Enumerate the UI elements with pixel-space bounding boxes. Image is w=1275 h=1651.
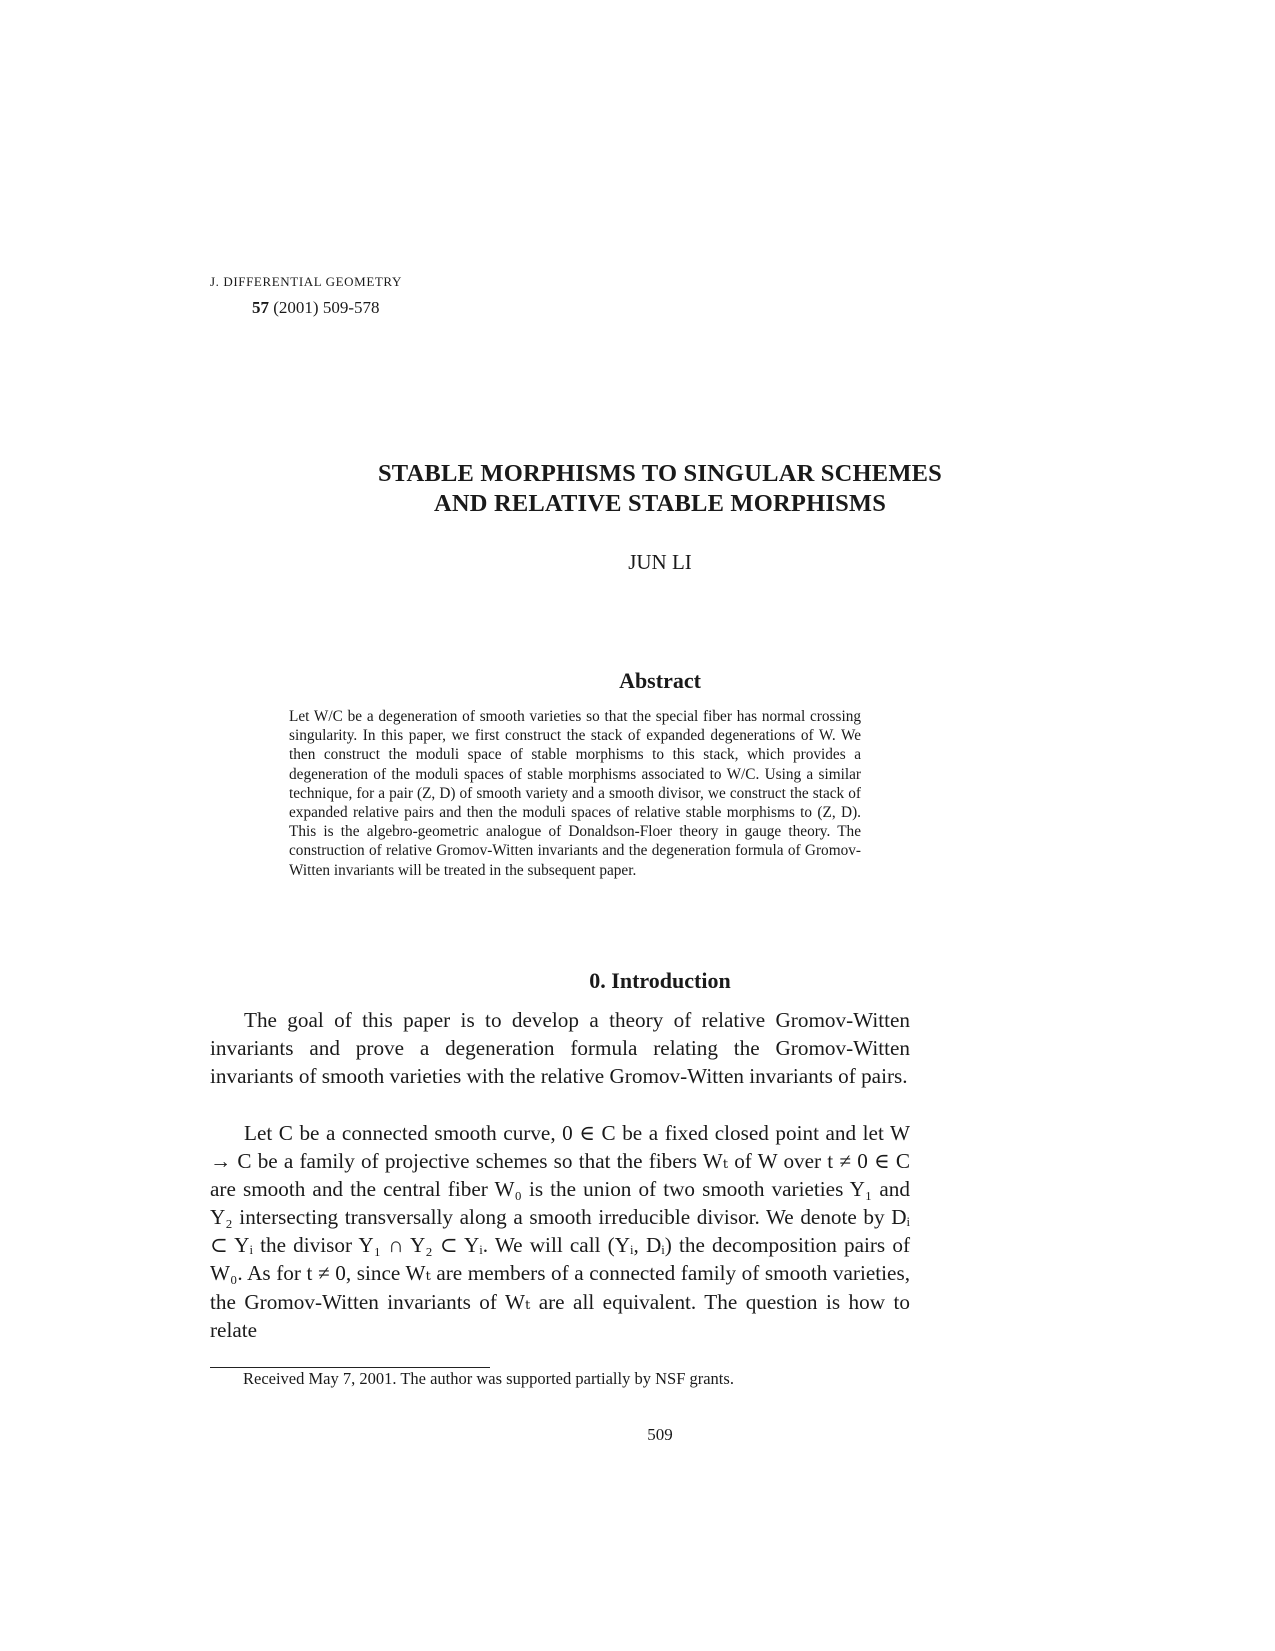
page-number: 509: [647, 1425, 673, 1444]
journal-volume-info: [252, 298, 379, 318]
intro-paragraph-2: Let C be a connected smooth curve, 0 ∈ C be a fixed closed point and let W → C be a family of projective schemes so that the fibers Wₜ of W over t ≠ 0 ∈ C are smooth and the central fiber W₀ is the union of two smooth varieties Y₁ and Y₂ intersecting transversally along a smooth irreducible divisor. We denote by Dᵢ ⊂ Yᵢ the divisor Y₁ ∩ Y₂ ⊂ Yᵢ. We will call (Yᵢ, Dᵢ) the decomposition pairs of W₀. As for t ≠ 0, since Wₜ are members of a connected family of smooth varieties, the Gromov-Witten invariants of Wₜ are all equivalent. The question is how to relate: [210, 1121, 910, 1342]
title-line-2: AND RELATIVE STABLE MORPHISMS: [433, 490, 887, 517]
author-name: JUN LI: [628, 550, 692, 574]
volume-number: 57: [252, 298, 269, 317]
paper-title: [200, 459, 1120, 519]
abstract-text: Let W/C be a degeneration of smooth varieties so that the special fiber has normal crossing singularity. In this paper, we first construct the stack of expanded degenerations of W. We then construct the moduli space of stable morphisms to this stack, which provides a degeneration of the moduli spaces of stable morphisms associated to W/C. Using a similar technique, for a pair (Z, D) of smooth variety and a smooth divisor, we construct the stack of expanded relative pairs and then the moduli spaces of relative stable morphisms to (Z, D). This is the algebro-geometric analogue of Donaldson-Floer theory in gauge theory. The construction of relative Gromov-Witten invariants and the degeneration formula of Gromov-Witten invariants will be treated in the subsequent paper.: [289, 708, 861, 879]
section-heading-introduction: 0. Introduction: [589, 968, 731, 993]
journal-name: J. DIFFERENTIAL GEOMETRY: [210, 274, 402, 289]
abstract-heading: Abstract: [619, 668, 701, 693]
title-line-1: STABLE MORPHISMS TO SINGULAR SCHEMES: [377, 460, 943, 487]
footnote: Received May 7, 2001. The author was supported partially by NSF grants.: [243, 1369, 734, 1388]
year-pages: (2001) 509-578: [273, 298, 380, 317]
intro-paragraph-1: The goal of this paper is to develop a theory of relative Gromov-Witten invariants and prove a degeneration formula relating the Gromov-Witten invariants of smooth varieties with the relative Gromov-Witten invariants of pairs.: [210, 1008, 910, 1089]
footnote-rule: [210, 1367, 490, 1368]
